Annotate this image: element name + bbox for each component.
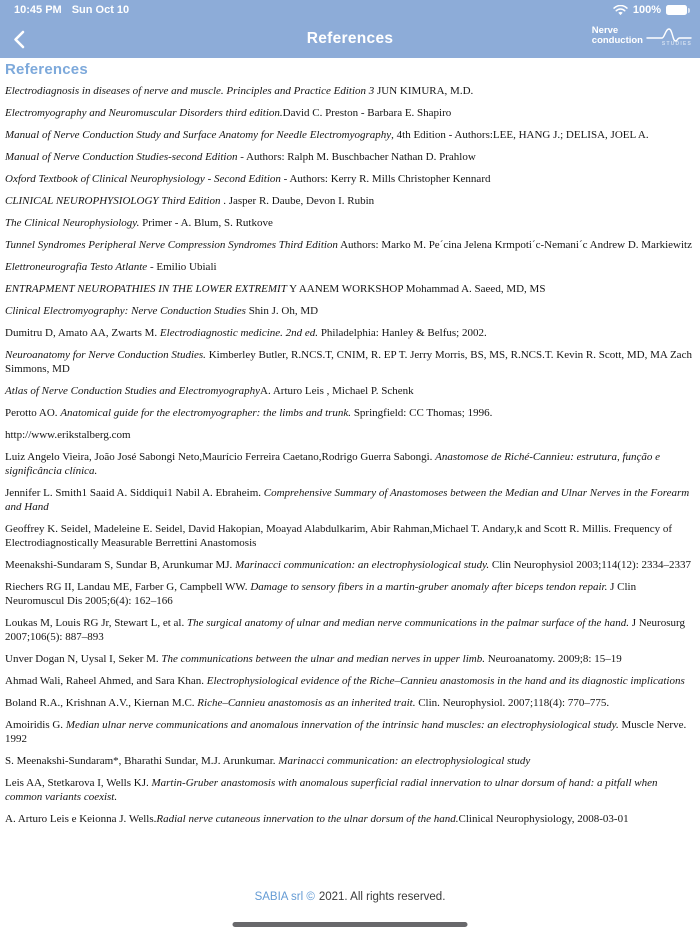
app-logo xyxy=(592,26,692,47)
references-content[interactable] xyxy=(0,58,700,934)
reference-item xyxy=(5,348,695,376)
reference-segment: J Clin Neuromuscul Dis 2005;6(4): 162–166 xyxy=(5,581,637,607)
reference-segment: Clin. Neurophysiol. 2007;118(4): 770–775. xyxy=(415,697,610,709)
reference-item xyxy=(5,812,695,826)
reference-segment: Anatomical guide for the electromyographer: the limbs and trunk. xyxy=(60,407,352,419)
page-title: References xyxy=(306,30,394,47)
status-date: Sun Oct 10 xyxy=(71,4,130,16)
nav-bar xyxy=(0,20,700,58)
reference-segment: Shin J. Oh, MD xyxy=(245,305,319,317)
reference-item xyxy=(5,580,695,608)
status-time: 10:45 PM xyxy=(14,4,62,16)
reference-item xyxy=(5,384,695,398)
reference-item xyxy=(5,106,695,120)
reference-segment: Neuroanatomy for Nerve Conduction Studies. xyxy=(5,349,206,361)
reference-segment: , 4th Edition - Authors:LEE, HANG J.; DELISA, JOEL A. xyxy=(391,129,649,141)
reference-segment: Ahmad Wali, Raheel Ahmed, and Sara Khan. xyxy=(5,675,207,687)
reference-segment: Primer - A. Blum, S. Rutkove xyxy=(139,217,273,229)
reference-segment: ENTRAPMENT NEUROPATHIES IN THE LOWER EXTREMIT xyxy=(5,283,287,295)
reference-segment: Manual of Nerve Conduction Study and Surface Anatomy for Needle Electromyography xyxy=(5,129,392,141)
reference-item xyxy=(5,282,695,296)
reference-segment: Clinical Electromyography: Nerve Conduction Studies xyxy=(5,305,246,317)
reference-segment: Martin-Gruber anastomosis with anomalous superficial radial innervation to ulnar dorsum of hand: a pitfall when common variants coexist. xyxy=(5,777,658,803)
reference-item xyxy=(5,754,695,768)
reference-segment: Perotto AO. xyxy=(5,407,61,419)
reference-segment: Manual of Nerve Conduction Studies-second Edition xyxy=(5,151,238,163)
reference-segment: Springfield: CC Thomas; 1996. xyxy=(351,407,493,419)
reference-segment: The Clinical Neurophysiology. xyxy=(5,217,140,229)
reference-segment: Marinacci communication: an electrophysiological study xyxy=(278,755,531,767)
reference-segment: Unver Dogan N, Uysal I, Seker M. xyxy=(5,653,162,665)
wifi-icon xyxy=(613,5,628,16)
reference-segment: - Authors: Ralph M. Buschbacher Nathan D. Prahlow xyxy=(237,151,476,163)
reference-item xyxy=(5,128,695,142)
reference-segment: Luiz Angelo Vieira, João José Sabongi Neto,Maurício Ferreira Caetano,Rodrigo Guerra Sabongi. xyxy=(5,451,436,463)
reference-segment: David C. Preston - Barbara E. Shapiro xyxy=(282,107,452,119)
reference-item xyxy=(5,616,695,644)
logo-line1: Nerve xyxy=(591,25,619,36)
reference-segment: Electrodiagnosis in diseases of nerve and muscle. Principles and Practice Edition 3 xyxy=(5,85,375,97)
reference-item xyxy=(5,652,695,666)
reference-segment: Anastomose de Riché-Cannieu: estrutura, função e significância clínica. xyxy=(5,451,661,477)
reference-item xyxy=(5,216,695,230)
reference-segment: Riechers RG II, Landau ME, Farber G, Campbell WW. xyxy=(5,581,251,593)
reference-segment: Geoffrey K. Seidel, Madeleine E. Seidel, David Hakopian, Moayad Alabdulkarim, Abir Rahman,Michael T. Andary,k and Scott R. Millis. Frequency of Electrodiagnostically Measurable Berrettini Anastomosis xyxy=(5,523,673,549)
reference-segment: Dumitru D, Amato AA, Zwarts M. xyxy=(5,327,160,339)
reference-segment: . Jasper R. Daube, Devon I. Rubin xyxy=(220,195,375,207)
reference-segment: Muscle Nerve. 1992 xyxy=(5,719,687,745)
reference-item xyxy=(5,150,695,164)
reference-segment: Amoiridis G. xyxy=(5,719,66,731)
reference-segment: Philadelphia: Hanley & Belfus; 2002. xyxy=(318,327,487,339)
reference-segment: CLINICAL NEUROPHYSIOLOGY Third Edition xyxy=(5,195,221,207)
reference-segment: Elettroneurografia Testo Atlante xyxy=(5,261,148,273)
section-heading: References xyxy=(5,61,88,78)
app-logo-wordmark xyxy=(592,26,643,46)
reference-segment: - Authors: Kerry R. Mills Christopher Kennard xyxy=(280,173,491,185)
reference-segment: Oxford Textbook of Clinical Neurophysiology - Second Edition xyxy=(5,173,281,185)
reference-segment: S. Meenakshi-Sundaram*, Bharathi Sundar, M.J. Arunkumar. xyxy=(5,755,279,767)
reference-segment: Kimberley Butler, R.NCS.T, CNIM, R. EP T. Jerry Morris, BS, MS, R.NCS.T. Kevin R. Scott, MD, MA Zach Simmons, MD xyxy=(5,349,692,375)
reference-segment: http://www.erikstalberg.com xyxy=(5,429,131,441)
reference-segment: Riche–Cannieu anastomosis as an inherited trait. xyxy=(197,697,416,709)
reference-item xyxy=(5,450,695,478)
reference-item xyxy=(5,718,695,746)
references-list xyxy=(5,84,695,826)
footer xyxy=(0,884,700,934)
logo-line2: conduction xyxy=(591,34,643,46)
reference-segment: Y AANEM WORKSHOP Mohammad A. Saeed, MD, MS xyxy=(286,283,546,295)
back-button[interactable] xyxy=(4,23,34,55)
reference-segment: A. Arturo Leis e Keionna J. Wells. xyxy=(5,813,157,825)
reference-segment: The communications between the ulnar and median nerves in upper limb. xyxy=(161,653,485,665)
reference-segment: Electromyography and Neuromuscular Disorders third edition. xyxy=(5,107,283,119)
reference-segment: JUN KIMURA, M.D. xyxy=(374,85,474,97)
reference-segment: - Emilio Ubiali xyxy=(147,261,217,273)
reference-item xyxy=(5,558,695,572)
reference-item xyxy=(5,486,695,514)
reference-segment: Comprehensive Summary of Anastomoses between the Median and Ulnar Nerves in the Forearm and Hand xyxy=(5,487,690,513)
reference-item xyxy=(5,194,695,208)
reference-item xyxy=(5,326,695,340)
reference-segment: Median ulnar nerve communications and anomalous innervation of the intrinsic hand muscles: an electrophysiological study. xyxy=(65,719,619,731)
reference-item xyxy=(5,260,695,274)
reference-segment: Leis AA, Stetkarova I, Wells KJ. xyxy=(5,777,152,789)
reference-segment: The surgical anatomy of ulnar and median nerve communications in the palmar surface of the hand. xyxy=(186,617,629,629)
status-bar xyxy=(0,0,700,20)
reference-item xyxy=(5,172,695,186)
reference-segment: Tunnel Syndromes Peripheral Nerve Compression Syndromes Third Edition xyxy=(5,239,338,251)
reference-segment: Authors: Marko M. Pe´cina Jelena Krmpoti´c-Nemani´c Andrew D. Markiewitz xyxy=(337,239,692,251)
reference-segment: Clin Neurophysiol 2003;114(12): 2334–2337 xyxy=(489,559,692,571)
footer-brand-link[interactable]: SABIA srl © xyxy=(254,891,315,903)
reference-segment: Marinacci communication: an electrophysiological study. xyxy=(235,559,490,571)
reference-segment: Jennifer L. Smith1 Saaid A. Siddiqui1 Nabil A. Ebraheim. xyxy=(5,487,264,499)
reference-item xyxy=(5,522,695,550)
reference-item xyxy=(5,238,695,252)
reference-segment: Electrophysiological evidence of the Riche–Cannieu anastomosis in the hand and its diagnostic implications xyxy=(206,675,685,687)
reference-segment: J Neurosurg 2007;106(5): 887–893 xyxy=(5,617,685,643)
footer-copyright: 2021. All rights reserved. xyxy=(318,891,446,903)
home-indicator[interactable] xyxy=(233,922,468,927)
reference-item xyxy=(5,428,695,442)
reference-segment: Electrodiagnostic medicine. 2nd ed. xyxy=(159,327,319,339)
reference-segment: Clinical Neurophysiology, 2008-03-01 xyxy=(458,813,629,825)
reference-segment: Neuroanatomy. 2009;8: 15–19 xyxy=(484,653,622,665)
reference-item xyxy=(5,84,695,98)
reference-item xyxy=(5,674,695,688)
reference-segment: A. Arturo Leis , Michael P. Schenk xyxy=(260,385,414,397)
logo-tagline: STUDIES xyxy=(661,41,692,47)
reference-segment: Damage to sensory fibers in a martin-gruber anomaly after biceps tendon repair. xyxy=(250,581,608,593)
reference-item xyxy=(5,696,695,710)
reference-item xyxy=(5,776,695,804)
battery-icon xyxy=(666,5,687,15)
chevron-left-icon xyxy=(13,30,25,49)
reference-segment: Meenakshi-Sundaram S, Sundar B, Arunkumar MJ. xyxy=(5,559,236,571)
reference-item xyxy=(5,406,695,420)
reference-item xyxy=(5,304,695,318)
reference-segment: Loukas M, Louis RG Jr, Stewart L, et al. xyxy=(5,617,187,629)
reference-segment: Atlas of Nerve Conduction Studies and Electromyography xyxy=(5,385,260,397)
battery-percent: 100% xyxy=(632,4,661,16)
reference-segment: Boland R.A., Krishnan A.V., Kiernan M.C. xyxy=(5,697,198,709)
reference-segment: Radial nerve cutaneous innervation to the ulnar dorsum of the hand. xyxy=(156,813,459,825)
